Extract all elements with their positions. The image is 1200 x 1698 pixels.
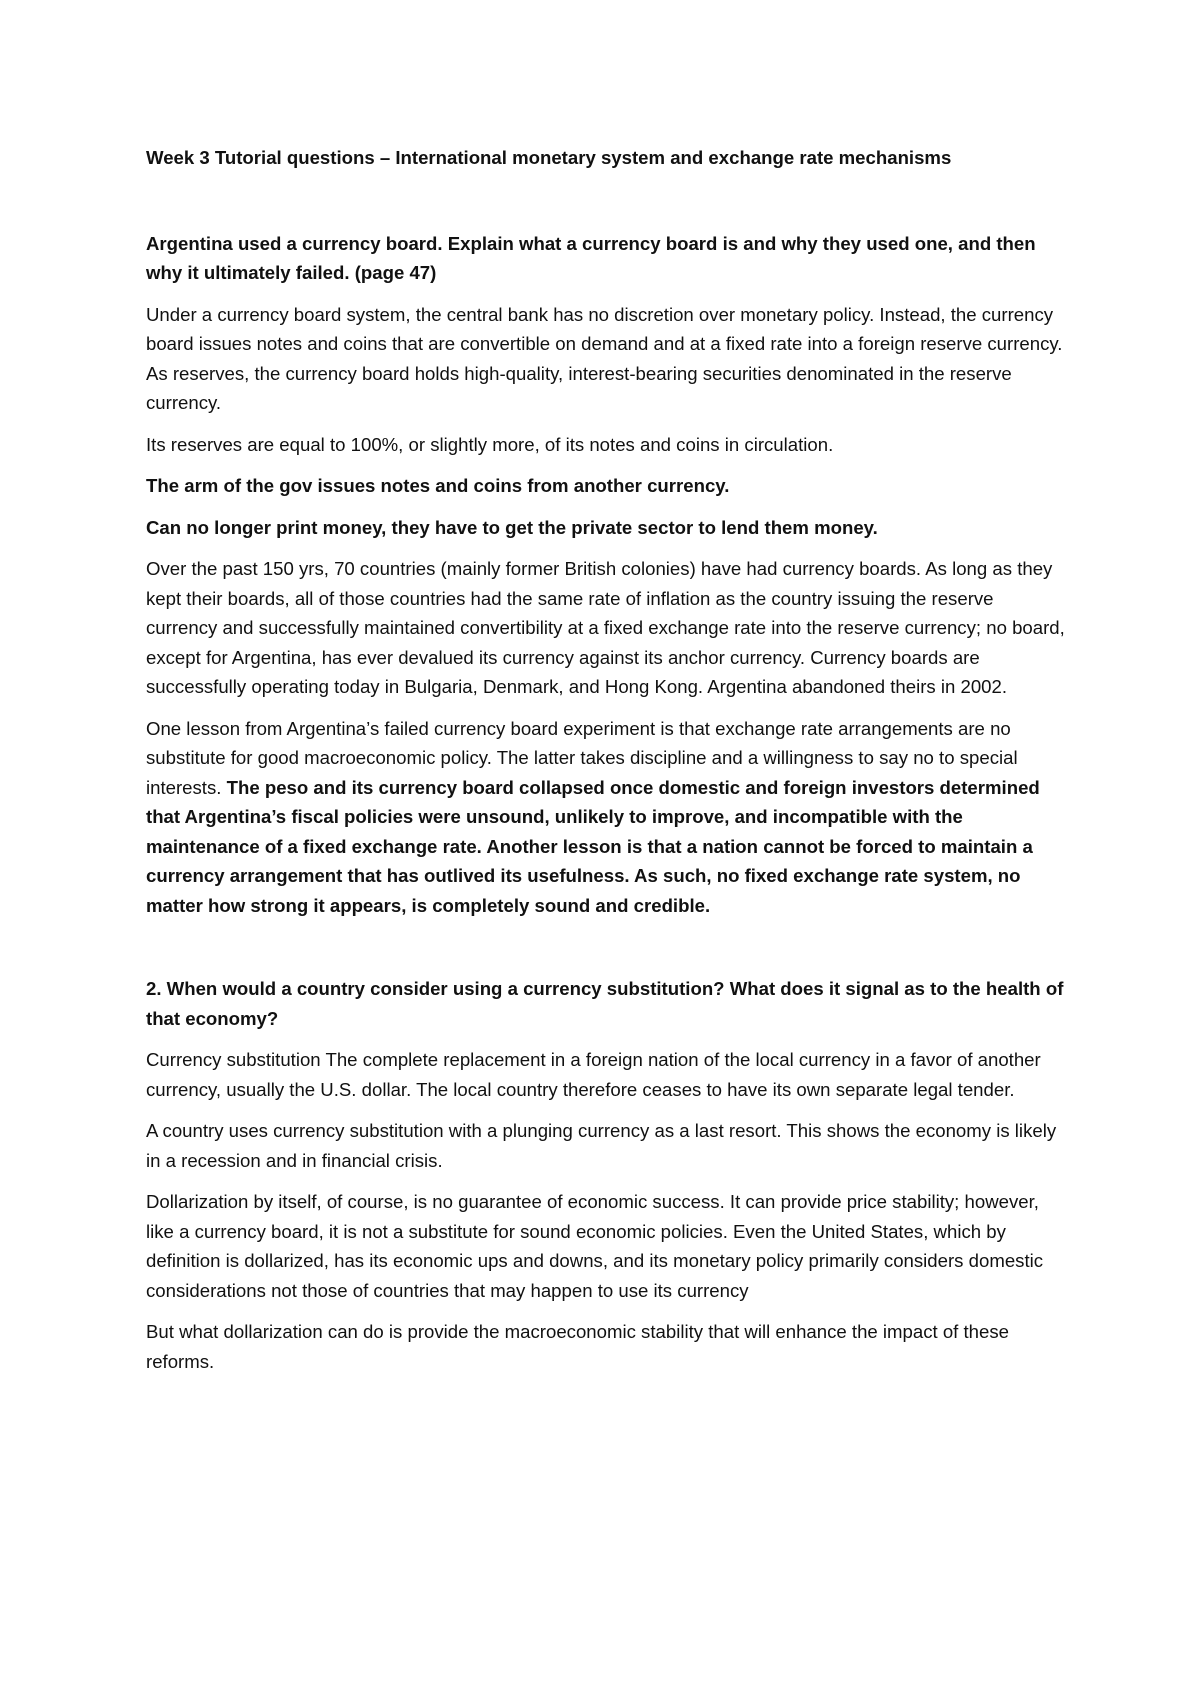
answer-paragraph: Currency substitution The complete replacement in a foreign nation of the local currency in a favor of another currency, usually the U.S. dollar. The local country therefore ceases to have its own separate legal tender. — [146, 1049, 1041, 1100]
document-title: Week 3 Tutorial questions – International monetary system and exchange rate mechanisms — [146, 147, 952, 168]
answer-paragraph: Its reserves are equal to 100%, or slightly more, of its notes and coins in circulation. — [146, 433, 834, 455]
answer-paragraph: Under a currency board system, the central bank has no discretion over monetary policy. Instead, the currency board issues notes and coins that are convertible on demand and at a fixed rate into a foreign reserve currency. As reserves, the currency board holds high-quality, interest-bearing securities denominated in the reserve currency. — [146, 303, 1063, 413]
answer-paragraph-mixed — [146, 714, 1066, 921]
answer-text-bold: The peso and its currency board collapsed once domestic and foreign investors determined that Argentina’s fiscal policies were unsound, unlikely to improve, and incompatible with the maintenance of a fixed exchange rate. Another lesson is that a nation cannot be forced to maintain a currency arrangement that has outlived its usefulness. As such, no fixed exchange rate system, no matter how strong it appears, is completely sound and credible. — [146, 776, 1040, 916]
question-2: 2. When would a country consider using a currency substitution? What does it signal as to the health of that economy? — [146, 978, 1064, 1029]
answer-paragraph: But what dollarization can do is provide the macroeconomic stability that will enhance the impact of these reforms. — [146, 1321, 1010, 1372]
answer-paragraph: Over the past 150 yrs, 70 countries (mainly former British colonies) have had currency boards. As long as they kept their boards, all of those countries had the same rate of inflation as the country issuing the reserve currency and successfully maintained convertibility at a fixed exchange rate into the reserve currency; no board, except for Argentina, has ever devalued its currency against its anchor currency. Currency boards are successfully operating today in Bulgaria, Denmark, and Hong Kong. Argentina abandoned theirs in 2002. — [146, 558, 1065, 697]
document-page — [146, 143, 1066, 1388]
answer-paragraph: A country uses currency substitution with a plunging currency as a last resort. This shows the economy is likely in a recession and in financial crisis. — [146, 1120, 1057, 1171]
question-1: Argentina used a currency board. Explain what a currency board is and why they used one, and then why it ultimately failed. (page 47) — [146, 232, 1036, 283]
answer-note-bold: The arm of the gov issues notes and coins from another currency. — [146, 475, 730, 496]
answer-text: One lesson from Argentina’s failed currency board experiment is that exchange rate arrangements are no substitute for good macroeconomic policy. The latter takes discipline and a willingness to say no to special interests. — [146, 717, 1018, 798]
answer-note-bold: Can no longer print money, they have to get the private sector to lend them money. — [146, 516, 878, 538]
answer-paragraph: Dollarization by itself, of course, is no guarantee of economic success. It can provide price stability; however, like a currency board, it is not a substitute for sound economic policies. Even the United States, which by definition is dollarized, has its economic ups and downs, and its monetary policy primarily considers domestic considerations not those of countries that may happen to use its currency — [146, 1191, 1044, 1301]
